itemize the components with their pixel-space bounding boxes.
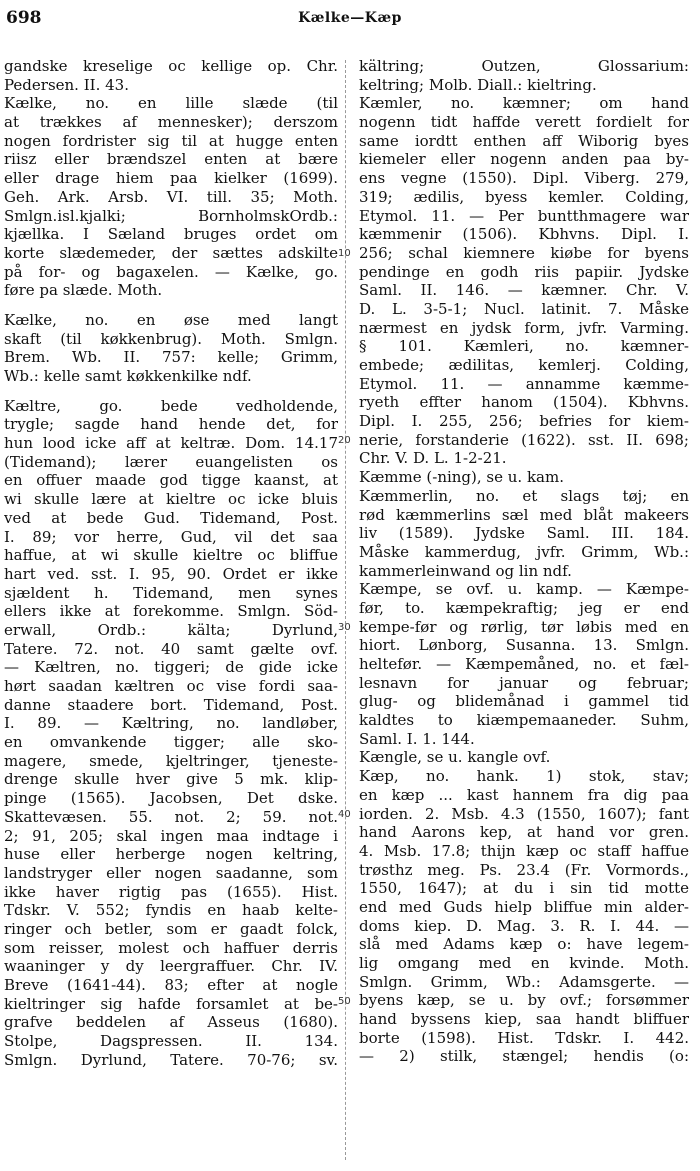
text-line: 2; 91, 205; skal ingen maa indtage i	[4, 826, 338, 845]
text-line: kjællka. I Sæland bruges ordet om	[4, 225, 338, 244]
text-line: Etymol. 11. — Per buntthmagere war	[359, 206, 689, 225]
text-line: Kæmler, no. kæmner; om hand	[359, 94, 689, 113]
text-line: at trækkes af mennesker); derszom	[4, 113, 338, 132]
margin-line-number: 30	[338, 622, 351, 633]
text-line: borte (1598). Hist. Tdskr. I. 442.	[359, 1028, 689, 1047]
text-line: Chr. V. D. L. 1-2-21.	[359, 449, 507, 468]
text-line: embede; ædilitas, kemlerj. Colding,	[359, 356, 689, 374]
text-line: kieltringer sig hafde forsamlet at be-	[4, 994, 338, 1013]
text-line: — 2) stilk, stængel; hendis (o:	[359, 1047, 689, 1066]
text-line: Tdskr. V. 552; fyndis en haab kelte-	[4, 901, 338, 920]
paragraph-gap	[4, 300, 338, 311]
text-line: iorden. 2. Msb. 4.3 (1550, 1607); fant	[359, 804, 689, 823]
text-line: trøsthz meg. Ps. 23.4 (Fr. Vormords.,	[359, 860, 689, 879]
text-line: lig omgang med en kvinde. Moth.	[359, 954, 689, 972]
text-line: sjældent h. Tidemand, men synes	[4, 583, 338, 602]
text-line: Kæmme (-ning), se u. kam.	[359, 468, 564, 487]
text-line: byens kæp, se u. by ovf.; forsømmer	[359, 991, 689, 1010]
text-line: magere, smede, kjeltringer, tjeneste-	[4, 751, 338, 770]
text-line: 319; ædilis, byess kemler. Colding,	[359, 187, 689, 206]
text-line: Smlgn. Dyrlund, Tatere. 70-76; sv.	[4, 1050, 338, 1069]
text-line: nærmest en jydsk form, jvfr. Varming.	[359, 318, 689, 337]
text-line: Pedersen. II. 43.	[4, 75, 129, 94]
text-line: erwall, Ordb.: kälta; Dyrlund,	[4, 620, 338, 639]
text-line: I. 89; vor herre, Gud, vil det saa	[4, 527, 338, 546]
text-line: Brem. Wb. II. 757: kelle; Grimm,	[4, 348, 338, 367]
text-line: hørt saadan kæltren oc vise fordi saa-	[4, 677, 338, 695]
text-line: landstryger eller nogen saadanne, som	[4, 863, 338, 882]
text-line: grafve beddelen af Asseus (1680).	[4, 1013, 338, 1032]
text-line: føre pa slæde. Moth.	[4, 281, 163, 300]
text-line: huse eller herberge nogen keltring,	[4, 845, 338, 864]
right-column	[359, 57, 689, 1066]
text-line: end med Guds hielp bliffue min alder-	[359, 897, 689, 916]
text-line: nogen fordrister sig til at hugge enten	[4, 131, 338, 150]
text-line: en offuer maade god tigge kaanst, at	[4, 471, 338, 490]
text-line: riisz eller brændszel enten at bære	[4, 150, 338, 169]
text-line: Kæltre, go. bede vedholdende,	[4, 396, 338, 415]
text-line: I. 89. — Kæltring, no. landløber,	[4, 714, 338, 733]
text-line: ved at bede Gud. Tidemand, Post.	[4, 508, 338, 527]
text-line: hun lood icke aff at keltræ. Dom. 14.17	[4, 434, 338, 453]
text-line: hiort. Lønborg, Susanna. 13. Smlgn.	[359, 636, 689, 655]
text-line: Saml. I. 1. 144.	[359, 729, 475, 748]
text-line: kempe-før og rørlig, tør løbis med en	[359, 617, 689, 636]
text-line: D. L. 3-5-1; Nucl. latinit. 7. Måske	[359, 299, 689, 318]
text-line: Skattevæsen. 55. not. 2; 59. not.	[4, 807, 338, 826]
text-line: på for- og bagaxelen. — Kælke, go.	[4, 262, 338, 281]
margin-line-number: 10	[338, 248, 351, 259]
text-line: Kælke, no. en lille slæde (til	[4, 94, 338, 113]
text-line: før, to. kæmpekraftig; jeg er end	[359, 598, 689, 617]
text-line: Dipl. I. 255, 256; befries for kiem-	[359, 412, 689, 431]
text-line: eller drage hiem paa kielker (1699).	[4, 169, 338, 188]
text-line: en omvankende tigger; alle sko-	[4, 733, 338, 752]
text-line: hand byssens kiep, saa handt bliffuer	[359, 1010, 689, 1029]
text-line: rød kæmmerlins sæl med blåt makeers	[359, 505, 689, 524]
text-line: kammerleinwand og lin ndf.	[359, 561, 572, 580]
margin-line-number: 50	[338, 996, 351, 1007]
text-line: liv (1589). Jydske Saml. III. 184.	[359, 524, 689, 543]
text-line: doms kiep. D. Mag. 3. R. I. 44. —	[359, 916, 689, 935]
text-line: — Kæltren, no. tiggeri; de gide icke	[4, 658, 338, 677]
text-line: waaninger y dy leergraffuer. Chr. IV.	[4, 957, 338, 976]
text-line: glug- og blidemånad i gammel tid	[359, 692, 689, 711]
text-line: Tatere. 72. not. 40 samt gælte ovf.	[4, 639, 338, 658]
text-line: som reisser, molest och haffuer derris	[4, 938, 338, 957]
text-line: wi skulle lære at kieltre oc icke bluis	[4, 490, 338, 509]
margin-line-number: 20	[338, 435, 351, 446]
text-line: korte slædemeder, der sættes adskilte	[4, 243, 338, 262]
text-line: kaldtes to kiæmpemaaneder. Suhm,	[359, 711, 689, 730]
text-line: Etymol. 11. — annamme kæmme-	[359, 374, 689, 393]
text-line: ellers ikke at forekomme. Smlgn. Söd-	[4, 602, 338, 621]
text-line: pinge (1565). Jacobsen, Det dske.	[4, 789, 338, 808]
text-line: 4. Msb. 17.8; thijn kæp oc staff haffue	[359, 841, 689, 860]
text-line: Kæmpe, se ovf. u. kamp. — Kæmpe-	[359, 580, 689, 599]
running-title: Kælke—Kæp	[298, 10, 402, 26]
text-line: Wb.: kelle samt køkkenkilke ndf.	[4, 367, 252, 385]
text-line: Saml. II. 146. — kæmner. Chr. V.	[359, 281, 689, 300]
text-line: heltefør. — Kæmpemåned, no. et fæl-	[359, 655, 689, 673]
text-line: ikke haver rigtig pas (1655). Hist.	[4, 882, 338, 901]
page-header	[0, 0, 700, 40]
text-line: Kængle, se u. kangle ovf.	[359, 748, 551, 767]
text-line: Breve (1641-44). 83; efter at nogle	[4, 976, 338, 994]
text-line: trygle; sagde hand hende det, for	[4, 415, 338, 434]
paragraph-gap	[4, 386, 338, 397]
column-divider	[345, 60, 346, 1160]
text-line: en kæp ... kast hannem fra dig paa	[359, 785, 689, 804]
left-column	[4, 57, 338, 1069]
text-line: lesnavn for januar og februar;	[359, 673, 689, 692]
text-line: hand Aarons kep, at hand vor gren.	[359, 823, 689, 842]
text-line: kæmmenir (1506). Kbhvns. Dipl. I.	[359, 225, 689, 244]
text-line: 256; schal kiemnere kiøbe for byens	[359, 243, 689, 262]
text-line: pendinge en godh riis papiir. Jydske	[359, 262, 689, 281]
text-line: Måske kammerdug, jvfr. Grimm, Wb.:	[359, 542, 689, 561]
text-line: nerie, forstanderie (1622). sst. II. 698;	[359, 430, 689, 449]
text-line: nogenn tidt haffde verett fordielt for	[359, 113, 689, 132]
text-line: ens vegne (1550). Dipl. Viberg. 279,	[359, 169, 689, 188]
text-line: ringer och betler, som er gaadt folck,	[4, 919, 338, 938]
text-line: Kæmmerlin, no. et slags tøj; en	[359, 486, 689, 505]
text-line: 1550, 1647); at du i sin tid motte	[359, 879, 689, 898]
text-line: haffue, at wi skulle kieltre oc bliffue	[4, 546, 338, 565]
margin-line-number: 40	[338, 809, 351, 820]
text-line: Kælke, no. en øse med langt	[4, 310, 338, 329]
text-line: Geh. Ark. Arsb. VI. till. 35; Moth.	[4, 187, 338, 206]
text-line: Smlgn.isl.kjalki; BornholmskOrdb.:	[4, 206, 338, 225]
text-line: gandske kreselige oc kellige op. Chr.	[4, 57, 338, 75]
text-line: hart ved. sst. I. 95, 90. Ordet er ikke	[4, 564, 338, 583]
text-line: keltring; Molb. Diall.: kieltring.	[359, 75, 597, 94]
text-line: danne staadere bort. Tidemand, Post.	[4, 695, 338, 714]
text-line: same iordtt enthen aff Wiborig byes	[359, 131, 689, 150]
text-line: Kæp, no. hank. 1) stok, stav;	[359, 767, 689, 786]
page-number: 698	[6, 8, 42, 28]
text-line: Smlgn. Grimm, Wb.: Adamsgerte. —	[359, 972, 689, 991]
text-line: kiemeler eller nogenn anden paa by-	[359, 150, 689, 169]
text-line: drenge skulle hver give 5 mk. klip-	[4, 770, 338, 789]
text-line: (Tidemand); lærer euangelisten os	[4, 452, 338, 471]
text-line: kältring; Outzen, Glossarium:	[359, 57, 689, 75]
text-line: § 101. Kæmleri, no. kæmner-	[359, 337, 689, 356]
text-line: skaft (til køkkenbrug). Moth. Smlgn.	[4, 329, 338, 348]
text-line: slå med Adams kæp o: have legem-	[359, 935, 689, 954]
text-line: Stolpe, Dagspressen. II. 134.	[4, 1032, 338, 1051]
text-line: ryeth effter hanom (1504). Kbhvns.	[359, 393, 689, 412]
